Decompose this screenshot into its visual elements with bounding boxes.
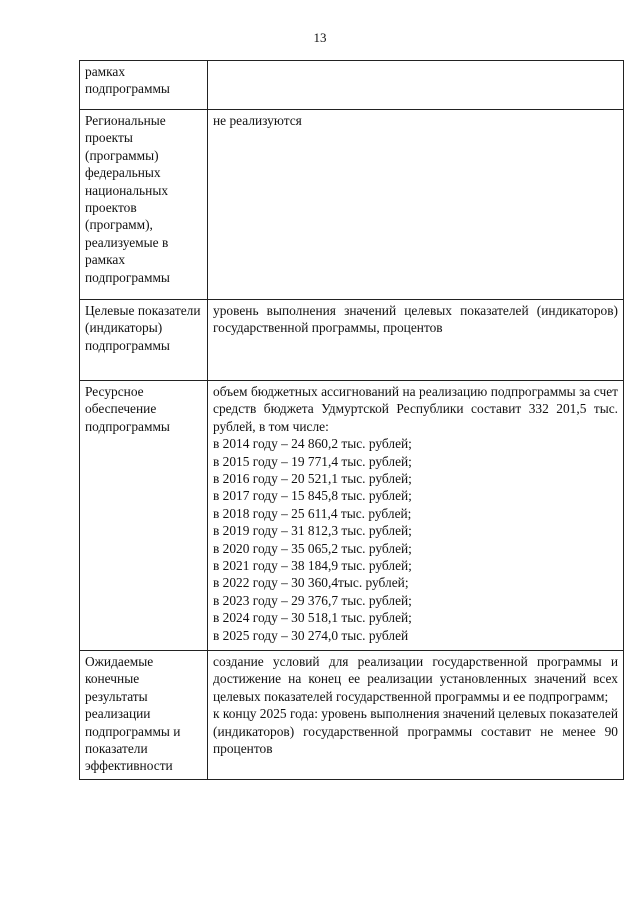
content-paragraph: создание условий для реализации государственной программы и достижение на конец ее реализации установленных значений всех целевых показателей государственной программы и ее подпрограмм; bbox=[213, 654, 618, 704]
funding-year-line: в 2022 году – 30 360,4тыс. рублей; bbox=[213, 575, 409, 591]
content-paragraph: уровень выполнения значений целевых показателей (индикаторов) государственной программы, процентов bbox=[213, 303, 618, 336]
row-label: рамках подпрограммы bbox=[80, 61, 208, 110]
funding-year-line: в 2019 году – 31 812,3 тыс. рублей; bbox=[213, 523, 412, 539]
table-row bbox=[80, 651, 624, 780]
table-row bbox=[80, 300, 624, 381]
row-content bbox=[208, 651, 624, 780]
row-label: Целевые показатели (индикаторы) подпрограммы bbox=[80, 300, 208, 381]
content-paragraph: не реализуются bbox=[213, 113, 302, 128]
table-row bbox=[80, 110, 624, 300]
row-content bbox=[208, 61, 624, 110]
row-content bbox=[208, 300, 624, 381]
row-content bbox=[208, 110, 624, 300]
content-paragraph: к концу 2025 года: уровень выполнения значений целевых показателей (индикаторов) государственной программы составит не менее 90 процентов bbox=[213, 706, 618, 757]
table-row bbox=[80, 381, 624, 651]
funding-year-line: в 2021 году – 38 184,9 тыс. рублей; bbox=[213, 558, 412, 574]
funding-year-line: в 2025 году – 30 274,0 тыс. рублей bbox=[213, 627, 409, 643]
funding-year-line: в 2024 году – 30 518,1 тыс. рублей; bbox=[213, 610, 412, 626]
subprogram-passport-table bbox=[79, 60, 624, 780]
funding-year-line: в 2018 году – 25 611,4 тыс. рублей; bbox=[213, 505, 412, 521]
funding-year-line: в 2016 году – 20 521,1 тыс. рублей; bbox=[213, 471, 412, 487]
funding-year-line: в 2023 году – 29 376,7 тыс. рублей; bbox=[213, 592, 412, 608]
table-row bbox=[80, 61, 624, 110]
funding-year-line: в 2014 году – 24 860,2 тыс. рублей; bbox=[213, 436, 412, 452]
funding-year-line: в 2015 году – 19 771,4 тыс. рублей; bbox=[213, 453, 412, 469]
funding-year-line: в 2020 году – 35 065,2 тыс. рублей; bbox=[213, 540, 412, 556]
row-label: Региональные проекты (программы) федеральных национальных проектов (программ), реализуемые в рамках подпрограммы bbox=[80, 110, 208, 300]
row-label: Ожидаемые конечные результаты реализации подпрограммы и показатели эффективности bbox=[80, 651, 208, 780]
content-paragraph: объем бюджетных ассигнований на реализацию подпрограммы за счет средств бюджета Удмуртской Республики составит 332 201,5 тыс. рублей, в том числе: bbox=[213, 384, 618, 434]
row-label: Ресурсное обеспечение подпрограммы bbox=[80, 381, 208, 651]
row-content bbox=[208, 381, 624, 651]
funding-year-line: в 2017 году – 15 845,8 тыс. рублей; bbox=[213, 488, 412, 504]
page-number: 13 bbox=[313, 30, 327, 45]
